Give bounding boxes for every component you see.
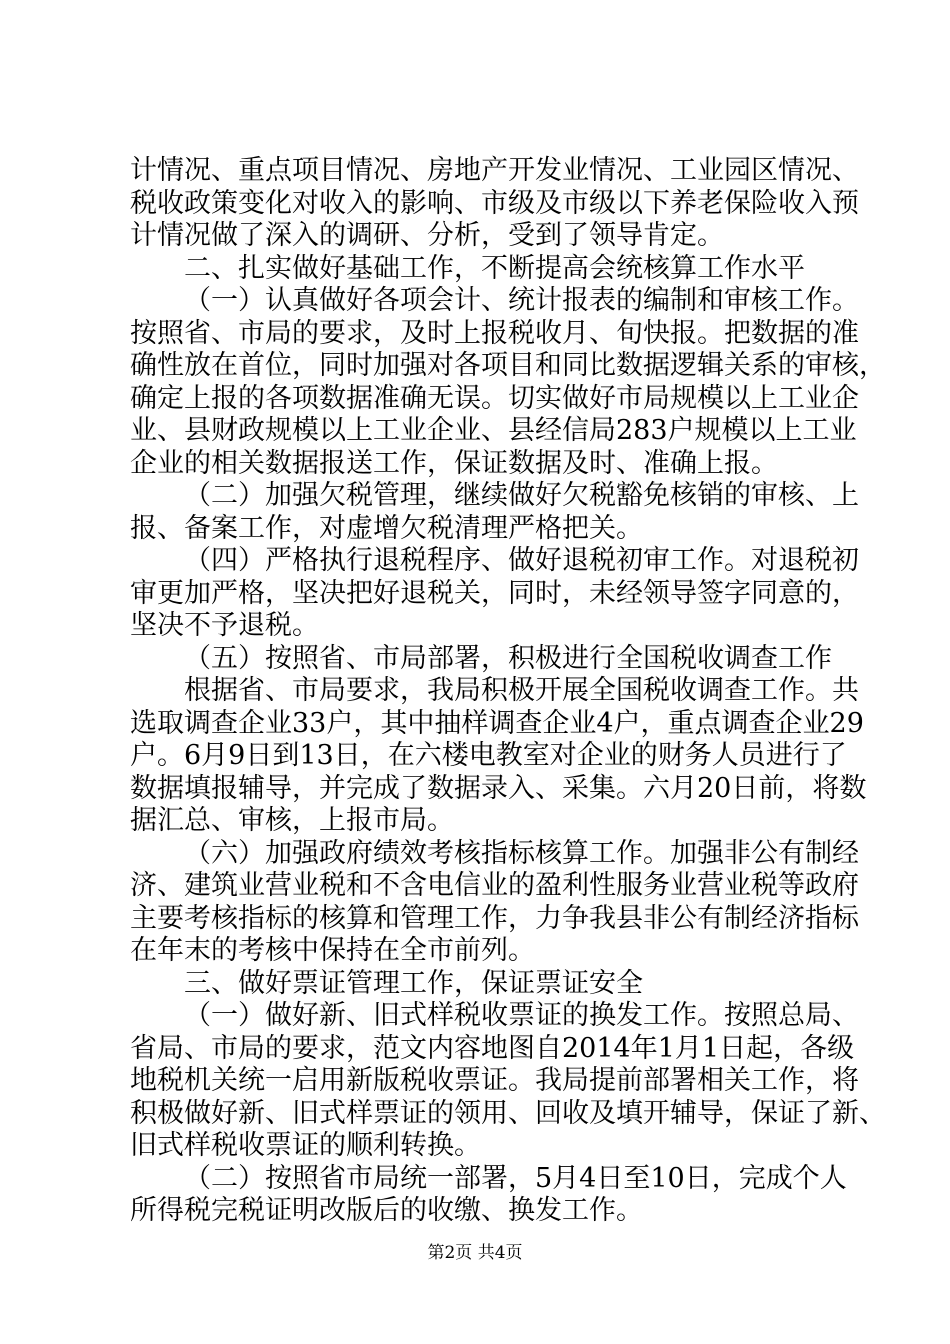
text-line: 地税机关统一启用新版税收票证。我局提前部署相关工作，将 <box>130 1065 859 1096</box>
text-line: （一）做好新、旧式样税收票证的换发工作。按照总局、 <box>184 1000 859 1031</box>
text-line: 税收政策变化对收入的影响、市级及市级以下养老保险收入预 <box>130 187 859 219</box>
text-line: 坚决不予退税。 <box>130 610 319 641</box>
text-line: （六）加强政府绩效考核指标核算工作。加强非公有制经 <box>184 837 859 869</box>
text-line: 审更加严格，坚决把好退税关，同时，未经领导签字同意的， <box>130 577 859 609</box>
text-line: （五）按照省、市局部署，积极进行全国税收调查工作 <box>184 642 832 674</box>
text-line: 确性放在首位，同时加强对各项目和同比数据逻辑关系的审核， <box>130 350 886 381</box>
text-line: 根据省、市局要求，我局积极开展全国税收调查工作。共 <box>184 675 859 706</box>
text-line: 数据填报辅导，并完成了数据录入、采集。六月20日前，将数 <box>130 772 867 804</box>
text-line: 三、做好票证管理工作，保证票证安全 <box>184 967 643 999</box>
text-line: 业、县财政规模以上工业企业、县经信局283户规模以上工业 <box>130 415 857 446</box>
text-line: 确定上报的各项数据准确无误。切实做好市局规模以上工业企 <box>130 382 859 414</box>
text-line: （二）按照省市局统一部署，5月4日至10日，完成个人 <box>184 1162 847 1194</box>
text-line: 户。6月9日到13日，在六楼电教室对企业的财务人员进行了 <box>130 740 847 771</box>
text-line: 所得税完税证明改版后的收缴、换发工作。 <box>130 1195 643 1226</box>
text-line: 旧式样税收票证的顺利转换。 <box>130 1130 481 1161</box>
text-line: 企业的相关数据报送工作，保证数据及时、准确上报。 <box>130 447 778 479</box>
text-line: 计情况做了深入的调研、分析，受到了领导肯定。 <box>130 220 724 251</box>
text-line: 省局、市局的要求，范文内容地图自2014年1月1日起，各级 <box>130 1032 855 1064</box>
text-line: 在年末的考核中保持在全市前列。 <box>130 935 535 966</box>
text-line: （四）严格执行退税程序、做好退税初审工作。对退税初 <box>184 545 859 576</box>
text-line: 按照省、市局的要求，及时上报税收月、旬快报。把数据的准 <box>130 317 859 349</box>
text-line: （一）认真做好各项会计、统计报表的编制和审核工作。 <box>184 285 859 316</box>
text-line: 报、备案工作，对虚增欠税清理严格把关。 <box>130 512 643 544</box>
page-footer: 第2页 共4页 <box>427 1243 523 1263</box>
text-line: （二）加强欠税管理，继续做好欠税豁免核销的审核、上 <box>184 480 859 511</box>
text-line: 主要考核指标的核算和管理工作，力争我县非公有制经济指标 <box>130 902 859 934</box>
text-line: 据汇总、审核，上报市局。 <box>130 805 454 836</box>
text-line: 选取调查企业33户，其中抽样调查企业4户，重点调查企业29 <box>130 707 864 739</box>
text-line: 二、扎实做好基础工作，不断提高会统核算工作水平 <box>184 252 805 284</box>
text-line: 济、建筑业营业税和不含电信业的盈利性服务业营业税等政府 <box>130 870 859 901</box>
text-line: 积极做好新、旧式样票证的领用、回收及填开辅导，保证了新、 <box>130 1097 886 1129</box>
text-line: 计情况、重点项目情况、房地产开发业情况、工业园区情况、 <box>130 155 859 186</box>
